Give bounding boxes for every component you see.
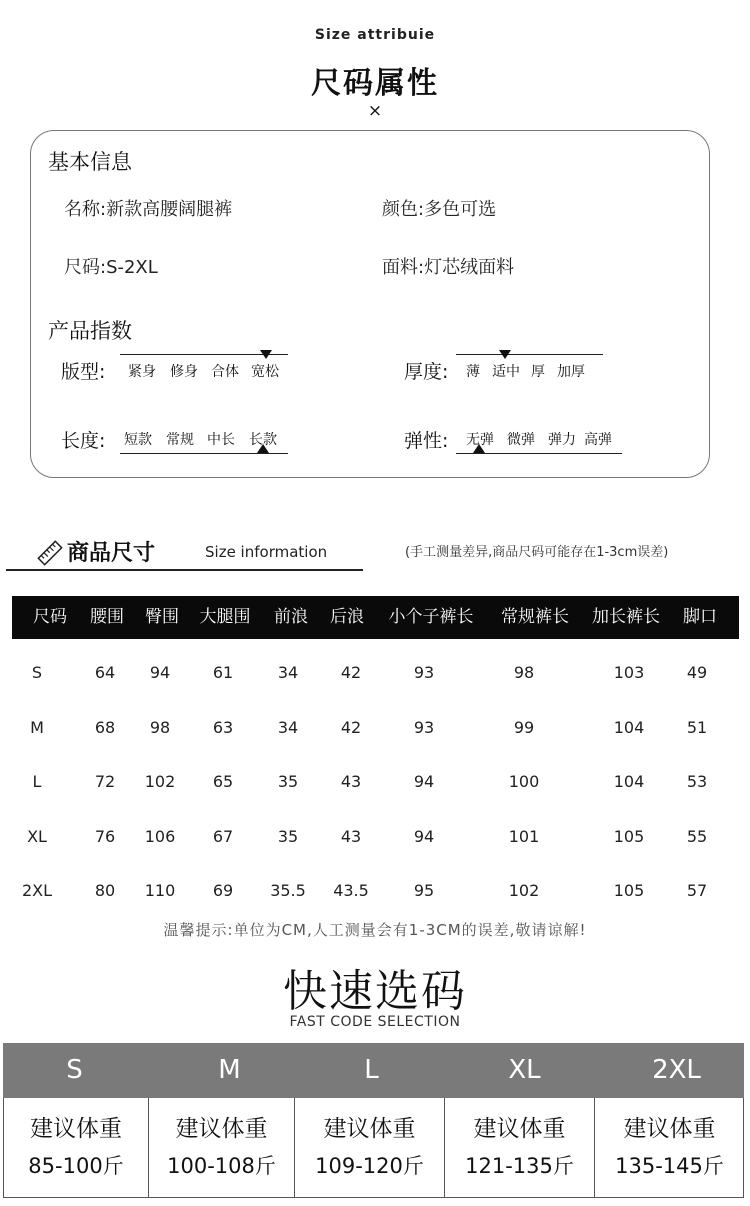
quick-range-1: 100-108斤 <box>167 1154 276 1178</box>
length-option-2: 中长 <box>207 432 235 448</box>
thickness-scale-line <box>456 354 603 355</box>
warm-tip: 温馨提示:单位为CM,人工测量会有1-3CM的误差,敬请谅解! <box>163 921 587 939</box>
size-info-title: 商品尺寸 <box>67 541 156 566</box>
cell-regular-length: 98 <box>513 663 535 682</box>
quick-range-0: 85-100斤 <box>28 1154 124 1178</box>
fit-selected-marker <box>260 350 272 359</box>
cell-regular-length: 102 <box>508 881 540 900</box>
info-fabric: 面料:灯芯绒面料 <box>382 257 515 278</box>
cell-size: S <box>31 663 43 682</box>
cell-front-rise: 35 <box>277 827 299 846</box>
quick-label-3: 建议体重 <box>473 1116 566 1142</box>
cell-size: 2XL <box>21 881 53 900</box>
product-index-title: 产品指数 <box>48 319 132 343</box>
fit-option-1: 修身 <box>170 364 198 380</box>
cell-size: XL <box>27 827 47 846</box>
quick-cell-0 <box>4 1098 149 1197</box>
length-option-3: 长款 <box>249 432 277 448</box>
col-petite-length: 小个子裤长 <box>388 607 474 627</box>
thickness-label: 厚度: <box>404 361 449 383</box>
cell-size: M <box>30 718 44 737</box>
thickness-option-2: 厚 <box>531 364 545 380</box>
fit-option-0: 紧身 <box>128 364 156 380</box>
cell-thigh: 63 <box>212 718 234 737</box>
col-back-rise: 后浪 <box>330 607 364 627</box>
cell-hip: 98 <box>149 718 171 737</box>
elasticity-label: 弹性: <box>404 430 449 452</box>
header-title-en: Size attribuie <box>314 27 436 43</box>
cell-hem: 55 <box>686 827 708 846</box>
cell-back-rise: 43.5 <box>333 881 369 900</box>
elasticity-selected-marker <box>473 444 485 453</box>
cell-hip: 110 <box>144 881 176 900</box>
cell-long-length: 104 <box>613 718 645 737</box>
quick-label-1: 建议体重 <box>175 1116 268 1142</box>
quick-size-0: S <box>66 1055 83 1085</box>
cell-waist: 72 <box>94 772 116 791</box>
cell-size: L <box>32 772 42 791</box>
cell-regular-length: 99 <box>513 718 535 737</box>
cell-back-rise: 42 <box>340 663 362 682</box>
cell-hip: 106 <box>144 827 176 846</box>
cell-front-rise: 35 <box>277 772 299 791</box>
length-scale-line <box>120 453 288 454</box>
cell-long-length: 105 <box>613 881 645 900</box>
info-color: 颜色:多色可选 <box>382 199 497 220</box>
length-label: 长度: <box>61 430 106 452</box>
cell-waist: 80 <box>94 881 116 900</box>
quick-cell-2 <box>295 1098 445 1197</box>
cell-front-rise: 34 <box>277 718 299 737</box>
info-box <box>30 130 710 478</box>
cell-hem: 51 <box>686 718 708 737</box>
cell-waist: 76 <box>94 827 116 846</box>
cell-hip: 94 <box>149 663 171 682</box>
quick-cell-4 <box>595 1098 744 1197</box>
length-option-0: 短款 <box>124 432 152 448</box>
header-title-cn: 尺码属性 <box>311 66 439 101</box>
size-info-underline <box>6 569 363 571</box>
cell-regular-length: 100 <box>508 772 540 791</box>
col-front-rise: 前浪 <box>274 607 308 627</box>
fit-option-3: 宽松 <box>251 364 279 380</box>
cell-thigh: 65 <box>212 772 234 791</box>
fit-label: 版型: <box>61 361 106 383</box>
thickness-option-1: 适中 <box>492 364 520 380</box>
cell-hip: 102 <box>144 772 176 791</box>
quick-label-2: 建议体重 <box>323 1116 416 1142</box>
cell-back-rise: 42 <box>340 718 362 737</box>
length-selected-marker <box>257 444 269 453</box>
elasticity-option-0: 无弹 <box>466 432 494 448</box>
quick-label-0: 建议体重 <box>30 1116 122 1142</box>
cell-thigh: 67 <box>212 827 234 846</box>
elasticity-option-3: 高弹 <box>584 432 612 448</box>
cell-petite-length: 95 <box>413 881 435 900</box>
quick-size-3: XL <box>508 1055 541 1085</box>
cell-thigh: 69 <box>212 881 234 900</box>
cell-long-length: 105 <box>613 827 645 846</box>
quick-size-4: 2XL <box>652 1055 701 1085</box>
col-hem: 脚口 <box>683 607 717 627</box>
quick-code-body <box>3 1098 744 1198</box>
thickness-option-3: 加厚 <box>557 364 585 380</box>
thickness-selected-marker <box>499 350 511 359</box>
cell-back-rise: 43 <box>340 827 362 846</box>
info-name: 名称:新款高腰阔腿裤 <box>64 199 233 220</box>
cell-thigh: 61 <box>212 663 234 682</box>
basic-info-title: 基本信息 <box>48 150 132 174</box>
ruler-icon <box>37 540 63 566</box>
quick-size-1: M <box>218 1055 241 1085</box>
col-long-length: 加长裤长 <box>592 607 660 627</box>
cell-hem: 57 <box>686 881 708 900</box>
quick-cell-1 <box>149 1098 295 1197</box>
cell-back-rise: 43 <box>340 772 362 791</box>
cell-long-length: 103 <box>613 663 645 682</box>
col-size: 尺码 <box>33 607 67 627</box>
quick-label-4: 建议体重 <box>623 1116 716 1142</box>
cell-hem: 49 <box>686 663 708 682</box>
quick-range-4: 135-145斤 <box>615 1154 724 1178</box>
quick-range-2: 109-120斤 <box>315 1154 424 1178</box>
cell-petite-length: 93 <box>413 663 435 682</box>
size-info-title-en: Size information <box>205 543 328 561</box>
info-size: 尺码:S-2XL <box>64 257 158 278</box>
elasticity-option-1: 微弹 <box>507 432 535 448</box>
cell-front-rise: 35.5 <box>270 881 306 900</box>
header-mark: × <box>367 101 383 121</box>
cell-petite-length: 94 <box>413 772 435 791</box>
col-hip: 臀围 <box>145 607 179 627</box>
col-regular-length: 常规裤长 <box>501 607 569 627</box>
cell-hem: 53 <box>686 772 708 791</box>
quick-code-header <box>3 1043 744 1098</box>
cell-petite-length: 94 <box>413 827 435 846</box>
col-thigh: 大腿围 <box>199 607 251 627</box>
cell-long-length: 104 <box>613 772 645 791</box>
cell-waist: 64 <box>94 663 116 682</box>
cell-waist: 68 <box>94 718 116 737</box>
quick-code-title-en: FAST CODE SELECTION <box>289 1014 461 1030</box>
fit-option-2: 合体 <box>211 364 239 380</box>
col-waist: 腰围 <box>90 607 124 627</box>
size-info-note: (手工测量差异,商品尺码可能存在1-3cm误差) <box>405 545 669 560</box>
quick-code-title: 快速选码 <box>283 966 467 1017</box>
thickness-option-0: 薄 <box>466 364 480 380</box>
cell-front-rise: 34 <box>277 663 299 682</box>
cell-regular-length: 101 <box>508 827 540 846</box>
quick-size-2: L <box>364 1055 379 1085</box>
length-option-1: 常规 <box>166 432 194 448</box>
cell-petite-length: 93 <box>413 718 435 737</box>
elasticity-scale-line <box>456 453 622 454</box>
size-table-header <box>12 596 739 639</box>
quick-cell-3 <box>445 1098 595 1197</box>
quick-range-3: 121-135斤 <box>465 1154 574 1178</box>
elasticity-option-2: 弹力 <box>548 432 576 448</box>
